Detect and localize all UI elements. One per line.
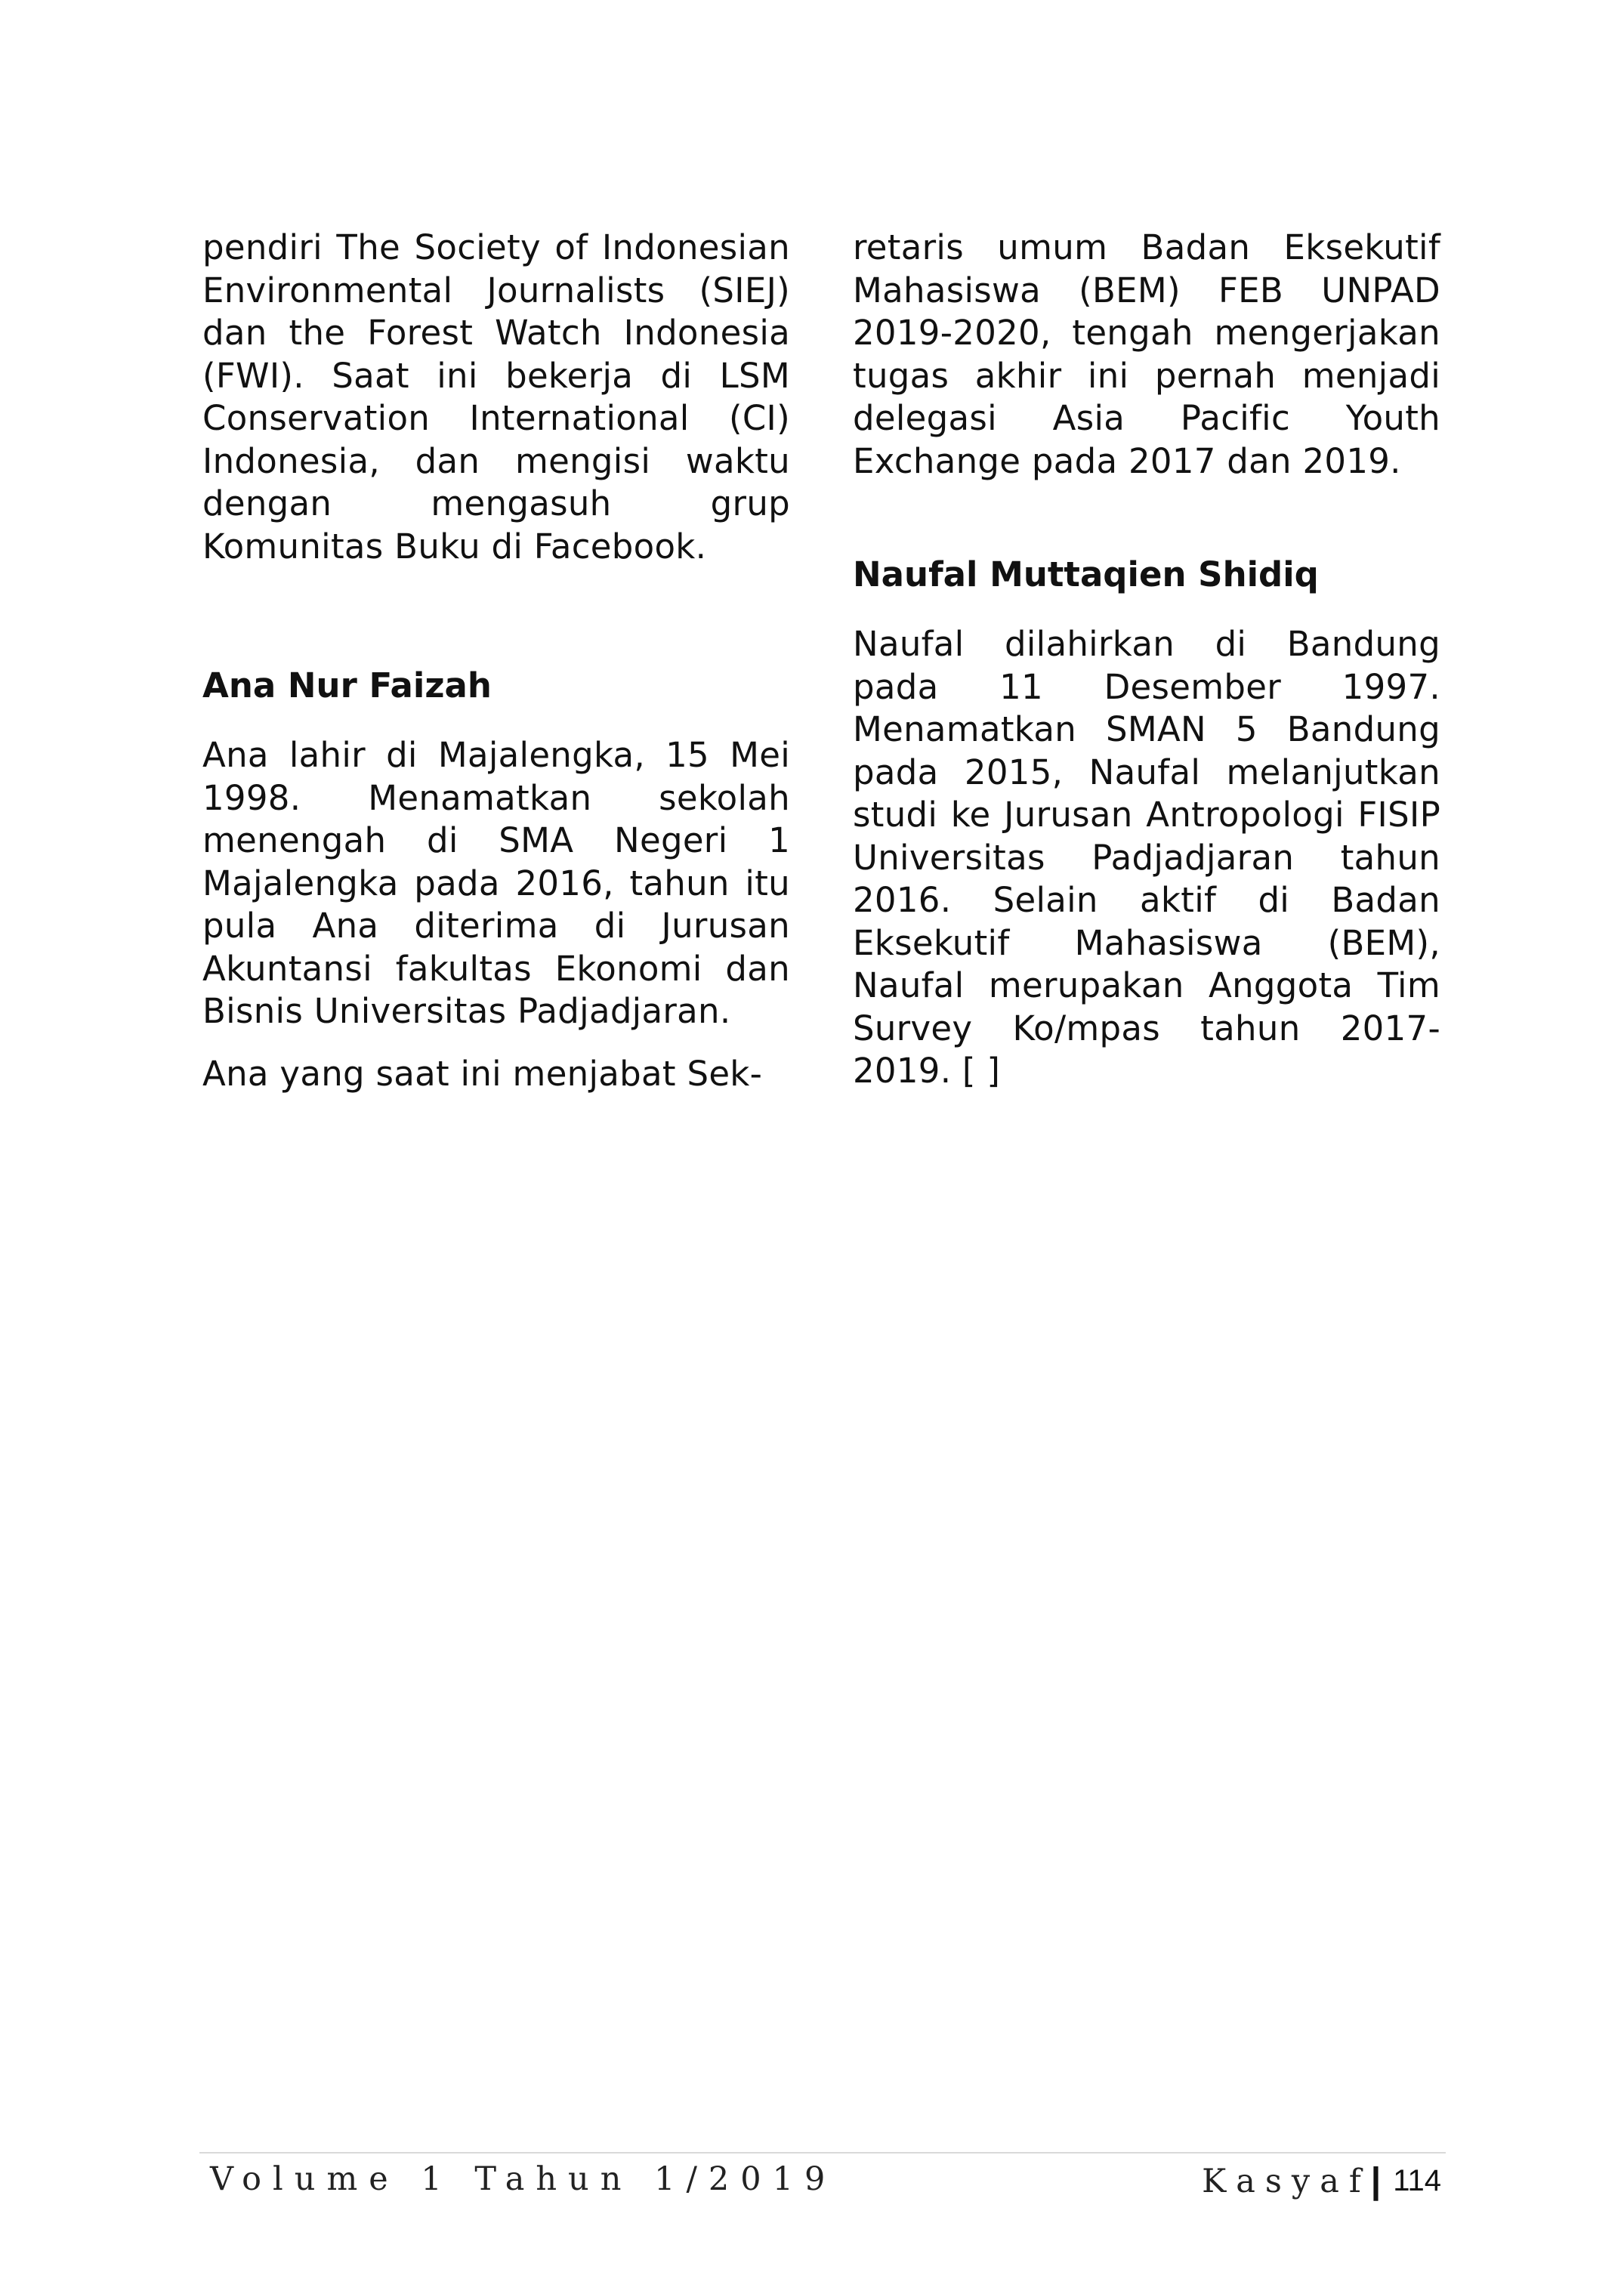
- footer-right-group: [1202, 2160, 1441, 2202]
- author-heading: Naufal Muttaqien Shidiq: [853, 554, 1319, 594]
- footer-volume: Volume 1 Tahun 1/2019: [210, 2160, 837, 2198]
- footer-separator: |: [1370, 2161, 1382, 2201]
- body-paragraph: Ana lahir di Majalengka, 15 Mei 1998. Menamatkan sekolah menengah di SMA Negeri 1 Majalengka pada 2016, tahun itu pula Ana diterima di Jurusan Akuntansi fakultas Ekonomi dan Bisnis Universitas Padjadjaran.: [202, 735, 790, 1031]
- footer-journal-name: Kasyaf: [1202, 2162, 1371, 2200]
- author-heading: Ana Nur Faizah: [202, 665, 492, 705]
- body-paragraph: retaris umum Badan Eksekutif Mahasiswa (BEM) FEB UNPAD 2019-2020, tengah mengerjakan tugas akhir ini pernah menjadi delegasi Asia Pacific Youth Exchange pada 2017 dan 2019.: [853, 227, 1440, 481]
- page-number: 114: [1393, 2164, 1441, 2197]
- body-paragraph: Naufal dilahirkan di Bandung pada 11 Desember 1997. Menamatkan SMAN 5 Bandung pada 2015, Naufal melanjutkan studi ke Jurusan Antropologi FISIP Universitas Padjadjaran tahun 2016. Selain aktif di Badan Eksekutif Mahasiswa (BEM), Naufal merupakan Anggota Tim Survey Ko/mpas tahun 2017-2019. [ ]: [853, 624, 1440, 1091]
- body-paragraph: Ana yang saat ini menjabat Sek-: [202, 1053, 763, 1094]
- left-column: [202, 227, 790, 1095]
- right-column: [853, 227, 1440, 1093]
- footer-divider: [199, 2152, 1446, 2154]
- page-footer: [210, 2160, 1441, 2206]
- body-paragraph: pendiri The Society of Indonesian Environmental Journalists (SIEJ) dan the Forest Watch Indonesia (FWI). Saat ini bekerja di LSM Conservation International (CI) Indonesia, dan mengisi waktu dengan mengasuh grup Komunitas Buku di Facebook.: [202, 227, 790, 567]
